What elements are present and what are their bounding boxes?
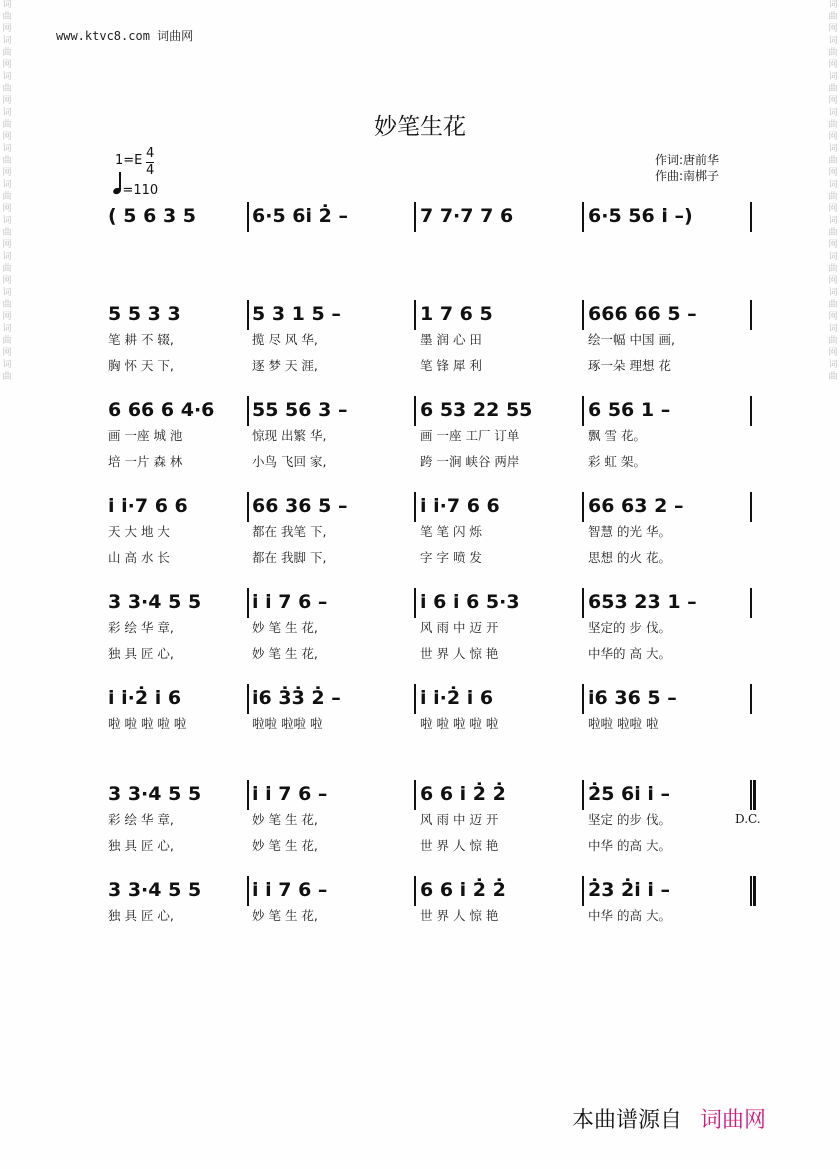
watermark-char: 网 xyxy=(2,312,12,322)
final-barline xyxy=(753,876,756,906)
barline xyxy=(582,202,584,232)
lyric-verse-2: 妙 笔 生 花, xyxy=(252,838,318,853)
barline xyxy=(582,876,584,906)
footer-source xyxy=(572,1103,766,1134)
watermark-char: 曲 xyxy=(2,192,12,202)
measure-notes: 55 56 3 – xyxy=(252,399,348,421)
barline xyxy=(414,588,416,618)
watermark-char: 曲 xyxy=(828,156,838,166)
measure-notes: 6 53 22 55 xyxy=(420,399,533,421)
measure-notes: i i 7 6 – xyxy=(252,591,328,613)
barline xyxy=(750,202,752,232)
composer: 作曲:南梆子 xyxy=(655,169,720,183)
watermark-char: 网 xyxy=(828,168,838,178)
measure-notes: 6·5 6i 2̇ – xyxy=(252,205,348,227)
barline xyxy=(414,684,416,714)
watermark-char: 词 xyxy=(2,36,12,46)
measure-notes: i6 36 5 – xyxy=(588,687,677,709)
lyric-verse-2: 胸 怀 天 下, xyxy=(108,358,174,373)
lyric-verse-1: 揽 尽 风 华, xyxy=(252,332,318,347)
watermark-char: 词 xyxy=(828,0,838,10)
lyric-verse-1: 风 雨 中 迈 开 xyxy=(420,620,499,635)
watermark-char: 网 xyxy=(2,348,12,358)
watermark-char: 网 xyxy=(2,96,12,106)
watermark-char: 词 xyxy=(2,360,12,370)
watermark-char: 词 xyxy=(828,288,838,298)
measure-notes: 2̇5 6i i – xyxy=(588,783,671,805)
lyricist: 作词:唐前华 xyxy=(655,153,720,167)
watermark-char: 曲 xyxy=(2,264,12,274)
watermark-char: 曲 xyxy=(2,336,12,346)
watermark-char: 曲 xyxy=(828,192,838,202)
watermark-char: 网 xyxy=(2,276,12,286)
credits xyxy=(655,152,719,184)
da-capo-mark: D.C. xyxy=(735,812,761,826)
source-url[interactable]: www.ktvc8.com 词曲网 xyxy=(56,29,194,43)
barline xyxy=(582,300,584,330)
watermark-char: 网 xyxy=(828,312,838,322)
watermark-char: 网 xyxy=(828,60,838,70)
watermark-char: 词 xyxy=(828,72,838,82)
lyric-verse-2: 都在 我脚 下, xyxy=(252,550,327,565)
watermark-char: 词 xyxy=(828,324,838,334)
watermark-char: 词 xyxy=(2,324,12,334)
watermark-char: 曲 xyxy=(828,300,838,310)
lyric-verse-1: 彩 绘 华 章, xyxy=(108,812,174,827)
watermark-char: 网 xyxy=(828,348,838,358)
measure-notes: i i 7 6 – xyxy=(252,879,328,901)
lyric-verse-2: 字 字 喷 发 xyxy=(420,550,482,565)
watermark-char: 词 xyxy=(828,180,838,190)
watermark-char: 网 xyxy=(2,204,12,214)
lyric-verse-1: 天 大 地 大 xyxy=(108,524,170,539)
watermark-char: 曲 xyxy=(828,264,838,274)
lyric-verse-1: 啦 啦 啦 啦 啦 xyxy=(108,716,187,731)
watermark-char: 词 xyxy=(2,180,12,190)
watermark-char: 曲 xyxy=(2,120,12,130)
measure-notes: 66 63 2 – xyxy=(588,495,684,517)
lyric-verse-2: 思想 的火 花。 xyxy=(588,550,671,565)
lyric-verse-2: 培 一片 森 林 xyxy=(108,454,183,469)
watermark-char: 词 xyxy=(828,108,838,118)
lyric-verse-2: 中华的 高 大。 xyxy=(588,646,671,661)
lyric-verse-2: 琢一朵 理想 花 xyxy=(588,358,671,373)
lyric-verse-1: 风 雨 中 迈 开 xyxy=(420,812,499,827)
measure-notes: 6·5 56 i –) xyxy=(588,205,693,227)
tempo-marking xyxy=(113,176,158,198)
lyric-verse-1: 坚定 的步 伐。 xyxy=(588,812,671,827)
barline xyxy=(247,780,249,810)
key-signature: 1=E xyxy=(115,153,143,168)
measure-notes: i i·7 6 6 xyxy=(108,495,188,517)
measure-notes: 66 36 5 – xyxy=(252,495,348,517)
measure-notes: i i·2̇ i 6 xyxy=(108,687,182,709)
watermark-char: 网 xyxy=(2,132,12,142)
barline xyxy=(247,492,249,522)
barline xyxy=(247,588,249,618)
watermark-char: 曲 xyxy=(828,48,838,58)
watermark-char: 曲 xyxy=(2,300,12,310)
lyric-verse-1: 画 一座 城 池 xyxy=(108,428,183,443)
lyric-verse-1: 墨 润 心 田 xyxy=(420,332,482,347)
watermark-char: 网 xyxy=(2,240,12,250)
measure-notes: 5 3 1 5 – xyxy=(252,303,341,325)
measure-notes: 6 66 6 4·6 xyxy=(108,399,215,421)
lyric-verse-1: 啦啦 啦啦 啦 xyxy=(252,716,323,731)
watermark-char: 曲 xyxy=(828,372,838,382)
song-title: 妙笔生花 xyxy=(374,114,466,140)
lyric-verse-1: 智慧 的光 华。 xyxy=(588,524,671,539)
footer-text: 本曲谱源自 xyxy=(572,1108,683,1133)
lyric-verse-1: 绘一幅 中国 画, xyxy=(588,332,675,347)
lyric-verse-2: 彩 虹 架。 xyxy=(588,454,646,469)
barline xyxy=(247,300,249,330)
barline xyxy=(750,876,752,906)
watermark-char: 词 xyxy=(828,360,838,370)
watermark-char: 网 xyxy=(828,240,838,250)
watermark-char: 曲 xyxy=(2,48,12,58)
tempo-value: =110 xyxy=(122,183,159,198)
measure-notes: 5 5 3 3 xyxy=(108,303,181,325)
watermark-char: 网 xyxy=(828,96,838,106)
lyric-verse-2: 世 界 人 惊 艳 xyxy=(420,838,499,853)
lyric-verse-1: 惊现 出繁 华, xyxy=(252,428,327,443)
lyric-verse-2: 笔 锋 犀 利 xyxy=(420,358,482,373)
lyric-verse-1: 啦 啦 啦 啦 啦 xyxy=(420,716,499,731)
lyric-verse-1: 妙 笔 生 花, xyxy=(252,620,318,635)
lyric-verse-1: 彩 绘 华 章, xyxy=(108,620,174,635)
barline xyxy=(750,684,752,714)
watermark-char: 曲 xyxy=(828,228,838,238)
watermark-char: 词 xyxy=(828,252,838,262)
watermark-char: 曲 xyxy=(828,336,838,346)
watermark-char: 曲 xyxy=(2,156,12,166)
lyric-verse-1: 坚定的 步 伐。 xyxy=(588,620,671,635)
measure-notes: i 6 i 6 5·3 xyxy=(420,591,520,613)
barline xyxy=(247,684,249,714)
watermark-char: 曲 xyxy=(2,12,12,22)
lyric-verse-2: 逐 梦 天 涯, xyxy=(252,358,318,373)
watermark-char: 曲 xyxy=(828,120,838,130)
barline xyxy=(750,300,752,330)
watermark-char: 词 xyxy=(828,36,838,46)
barline xyxy=(582,492,584,522)
barline xyxy=(414,396,416,426)
measure-notes: 7 7·7 7 6 xyxy=(420,205,514,227)
watermark-char: 词 xyxy=(828,144,838,154)
time-sig-bottom: 4 xyxy=(146,163,155,178)
lyric-verse-1: 飘 雪 花。 xyxy=(588,428,646,443)
lyric-verse-2: 妙 笔 生 花, xyxy=(252,646,318,661)
lyric-verse-2: 小鸟 飞回 家, xyxy=(252,454,327,469)
watermark-char: 词 xyxy=(2,0,12,10)
barline xyxy=(582,396,584,426)
barline xyxy=(582,684,584,714)
barline xyxy=(750,780,752,810)
measure-notes: 653 23 1 – xyxy=(588,591,697,613)
lyric-verse-1: 笔 笔 闪 烁 xyxy=(420,524,482,539)
measure-notes: 3 3·4 5 5 xyxy=(108,879,202,901)
footer-brand-link[interactable]: 词曲网 xyxy=(700,1108,767,1133)
side-watermark-left xyxy=(0,0,14,1169)
lyric-verse-1: 妙 笔 生 花, xyxy=(252,908,318,923)
barline xyxy=(414,300,416,330)
lyric-verse-1: 世 界 人 惊 艳 xyxy=(420,908,499,923)
measure-notes: i6 3̇3̇ 2̇ – xyxy=(252,687,341,709)
measure-notes: i i·7 6 6 xyxy=(420,495,500,517)
watermark-char: 词 xyxy=(2,216,12,226)
measure-notes: 666 66 5 – xyxy=(588,303,697,325)
lyric-verse-2: 独 具 匠 心, xyxy=(108,646,174,661)
lyric-verse-1: 中华 的高 大。 xyxy=(588,908,671,923)
watermark-char: 网 xyxy=(828,132,838,142)
barline xyxy=(247,396,249,426)
watermark-char: 词 xyxy=(2,72,12,82)
lyric-verse-2: 独 具 匠 心, xyxy=(108,838,174,853)
lyric-verse-2: 跨 一涧 峡谷 两岸 xyxy=(420,454,520,469)
lyric-verse-1: 笔 耕 不 辍, xyxy=(108,332,174,347)
measure-notes: i i·2̇ i 6 xyxy=(420,687,494,709)
watermark-char: 曲 xyxy=(2,372,12,382)
barline xyxy=(414,492,416,522)
watermark-char: 网 xyxy=(828,276,838,286)
measure-notes: 2̇3 2̇i i – xyxy=(588,879,671,901)
watermark-char: 网 xyxy=(2,168,12,178)
lyric-verse-2: 世 界 人 惊 艳 xyxy=(420,646,499,661)
measure-notes: i i 7 6 – xyxy=(252,783,328,805)
watermark-char: 曲 xyxy=(2,84,12,94)
watermark-char: 网 xyxy=(2,24,12,34)
lyric-verse-1: 都在 我笔 下, xyxy=(252,524,327,539)
watermark-char: 词 xyxy=(2,252,12,262)
watermark-char: 曲 xyxy=(828,12,838,22)
barline xyxy=(414,876,416,906)
final-barline xyxy=(753,780,756,810)
watermark-char: 网 xyxy=(2,60,12,70)
barline xyxy=(247,202,249,232)
barline xyxy=(247,876,249,906)
measure-notes: 3 3·4 5 5 xyxy=(108,783,202,805)
lyric-verse-1: 画 一座 工厂 订单 xyxy=(420,428,520,443)
barline xyxy=(582,780,584,810)
measure-notes: 6 6 i 2̇ 2̇ xyxy=(420,783,506,805)
barline xyxy=(414,780,416,810)
measure-notes: ( 5 6 3 5 xyxy=(108,205,197,227)
measure-notes: 1 7 6 5 xyxy=(420,303,493,325)
barline xyxy=(582,588,584,618)
lyric-verse-2: 山 高 水 长 xyxy=(108,550,170,565)
barline xyxy=(750,492,752,522)
watermark-char: 曲 xyxy=(828,84,838,94)
watermark-char: 词 xyxy=(2,288,12,298)
watermark-char: 网 xyxy=(828,204,838,214)
watermark-char: 词 xyxy=(828,216,838,226)
note-stem xyxy=(119,172,121,190)
watermark-char: 网 xyxy=(828,24,838,34)
time-signature xyxy=(146,146,154,179)
lyric-verse-1: 妙 笔 生 花, xyxy=(252,812,318,827)
measure-notes: 6 56 1 – xyxy=(588,399,671,421)
watermark-char: 曲 xyxy=(2,228,12,238)
watermark-char: 词 xyxy=(2,108,12,118)
time-sig-top: 4 xyxy=(146,146,155,161)
barline xyxy=(750,588,752,618)
side-watermark-right xyxy=(826,0,840,1169)
lyric-verse-2: 中华 的高 大。 xyxy=(588,838,671,853)
lyric-verse-1: 啦啦 啦啦 啦 xyxy=(588,716,659,731)
barline xyxy=(414,202,416,232)
measure-notes: 6 6 i 2̇ 2̇ xyxy=(420,879,506,901)
barline xyxy=(750,396,752,426)
lyric-verse-1: 独 具 匠 心, xyxy=(108,908,174,923)
watermark-char: 词 xyxy=(2,144,12,154)
measure-notes: 3 3·4 5 5 xyxy=(108,591,202,613)
